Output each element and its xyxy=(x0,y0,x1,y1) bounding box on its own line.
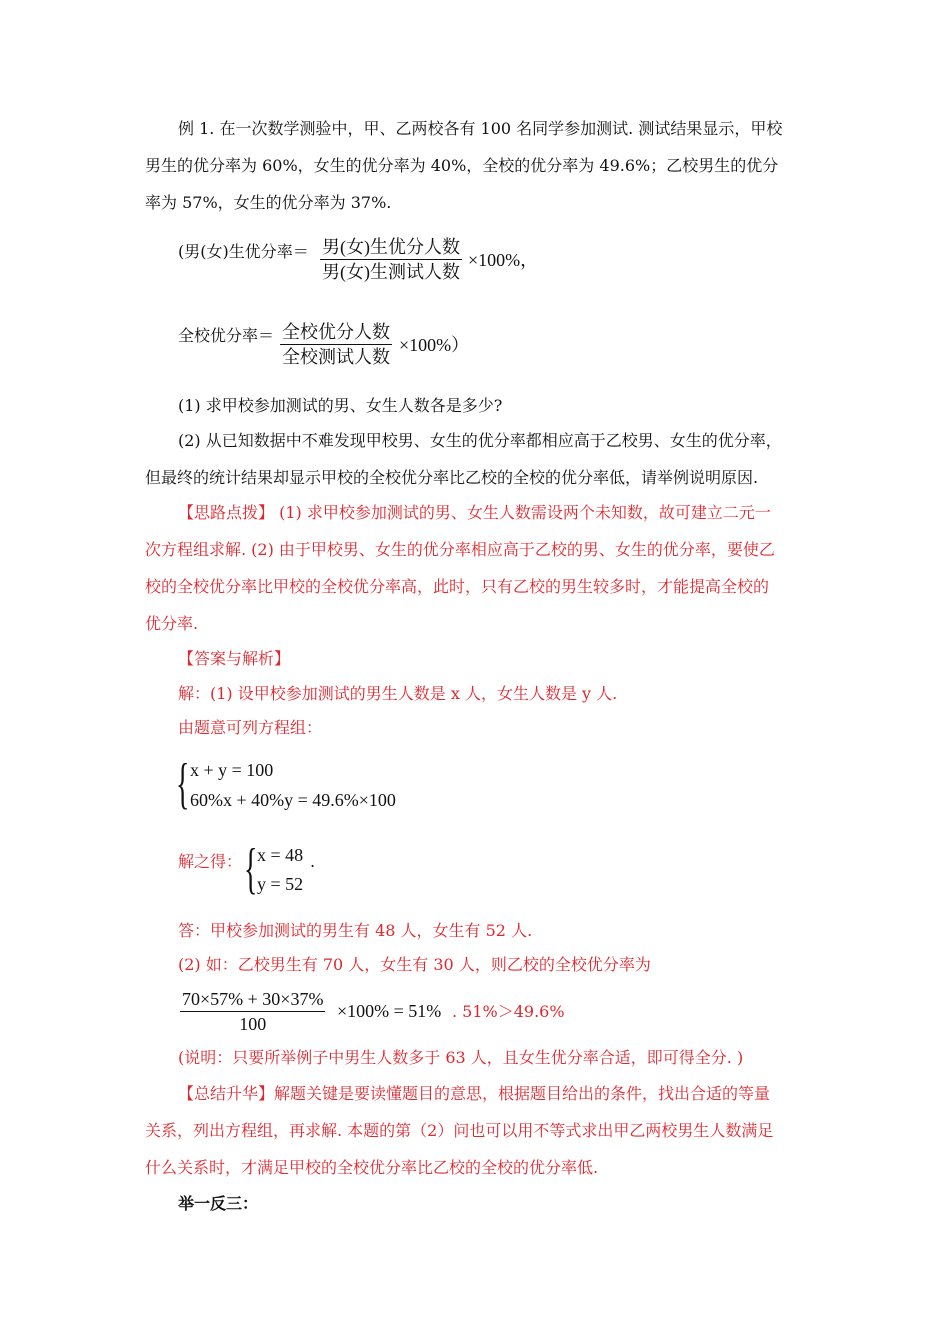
answer-note: (说明：只要所举例子中男生人数多于 63 人，且女生优分率合适，即可得全分. ) xyxy=(178,1048,744,1067)
numerator: 70×57% + 30×37% xyxy=(180,987,325,1012)
hint-line: 优分率. xyxy=(145,614,199,633)
formula-lhs: 全校优分率＝ xyxy=(178,326,275,345)
fraction xyxy=(280,320,392,369)
hint-line: 次方程组求解. (2) 由于甲校男、女生的优分率相应高于乙校的男、女生的优分率，要使乙 xyxy=(145,540,775,559)
solution: y = 52 xyxy=(257,874,304,894)
calc-compare: . 51%＞49.6% xyxy=(452,1002,565,1021)
answer-part2: (2) 如：乙校男生有 70 人，女生有 30 人，则乙校的全校优分率为 xyxy=(178,955,651,974)
hint-line: 校的全校优分率比甲校的全校优分率高，此时，只有乙校的男生较多时，才能提高全校的 xyxy=(145,577,770,596)
summary-line: 【总结升华】解题关键是要读懂题目的意思，根据题目给出的条件，找出合适的等量 xyxy=(178,1084,771,1103)
formula-tail: ×100%， xyxy=(468,250,539,270)
brace: { xyxy=(176,753,190,815)
question-2: (2) 从已知数据中不难发现甲校男、女生的优分率都相应高于乙校男、女生的优分率， xyxy=(178,431,782,450)
calc-tail: ×100% = 51% xyxy=(337,1001,442,1021)
problem-line: 率为 57%，女生的优分率为 37%. xyxy=(145,193,392,212)
answer-heading: 【答案与解析】 xyxy=(178,649,291,668)
hint-line: 【思路点拨】 (1) 求甲校参加测试的男、女生人数需设两个未知数，故可建立二元一 xyxy=(178,503,771,522)
denominator: 100 xyxy=(239,1014,267,1034)
problem-line: 男生的优分率为 60%，女生的优分率为 40%，全校的优分率为 49.6%；乙校男生的优分 xyxy=(145,156,779,175)
solve-label: 解之得： xyxy=(178,852,243,871)
equation: 60%x + 40%y = 49.6%×100 xyxy=(190,790,396,810)
equation: x + y = 100 xyxy=(190,760,274,780)
problem-line: 例 1. 在一次数学测验中，甲、乙两校各有 100 名同学参加测试. 测试结果显示，甲校 xyxy=(178,119,783,138)
solution: x = 48 xyxy=(257,845,304,865)
denominator: 男(女)生测试人数 xyxy=(322,262,460,282)
summary-line: 什么关系时，才满足甲校的全校优分率比乙校的全校的优分率低. xyxy=(145,1158,599,1177)
summary-line: 关系，列出方程组，再求解. 本题的第（2）问也可以用不等式求出甲乙两校男生人数满足 xyxy=(145,1121,774,1140)
answer-line: 解：(1) 设甲校参加测试的男生人数是 x 人，女生人数是 y 人. xyxy=(178,684,618,703)
followup-heading: 举一反三： xyxy=(178,1194,259,1213)
numerator: 全校优分人数 xyxy=(280,320,392,345)
answer-line: 由题意可列方程组： xyxy=(178,718,323,737)
answer-conclusion: 答：甲校参加测试的男生有 48 人，女生有 52 人. xyxy=(178,921,533,940)
question-1: (1) 求甲校参加测试的男、女生人数各是多少? xyxy=(178,396,503,415)
denominator: 全校测试人数 xyxy=(282,347,390,367)
question-2: 但最终的统计结果却显示甲校的全校优分率比乙校的全校的优分率低，请举例说明原因. xyxy=(145,468,759,487)
fraction xyxy=(320,235,462,284)
fraction xyxy=(180,987,325,1036)
numerator: 男(女)生优分人数 xyxy=(320,235,462,260)
period: . xyxy=(310,852,316,871)
formula-lhs: (男(女)生优分率＝ xyxy=(178,242,309,261)
formula-tail: ×100%） xyxy=(399,335,470,355)
brace: { xyxy=(244,838,258,900)
